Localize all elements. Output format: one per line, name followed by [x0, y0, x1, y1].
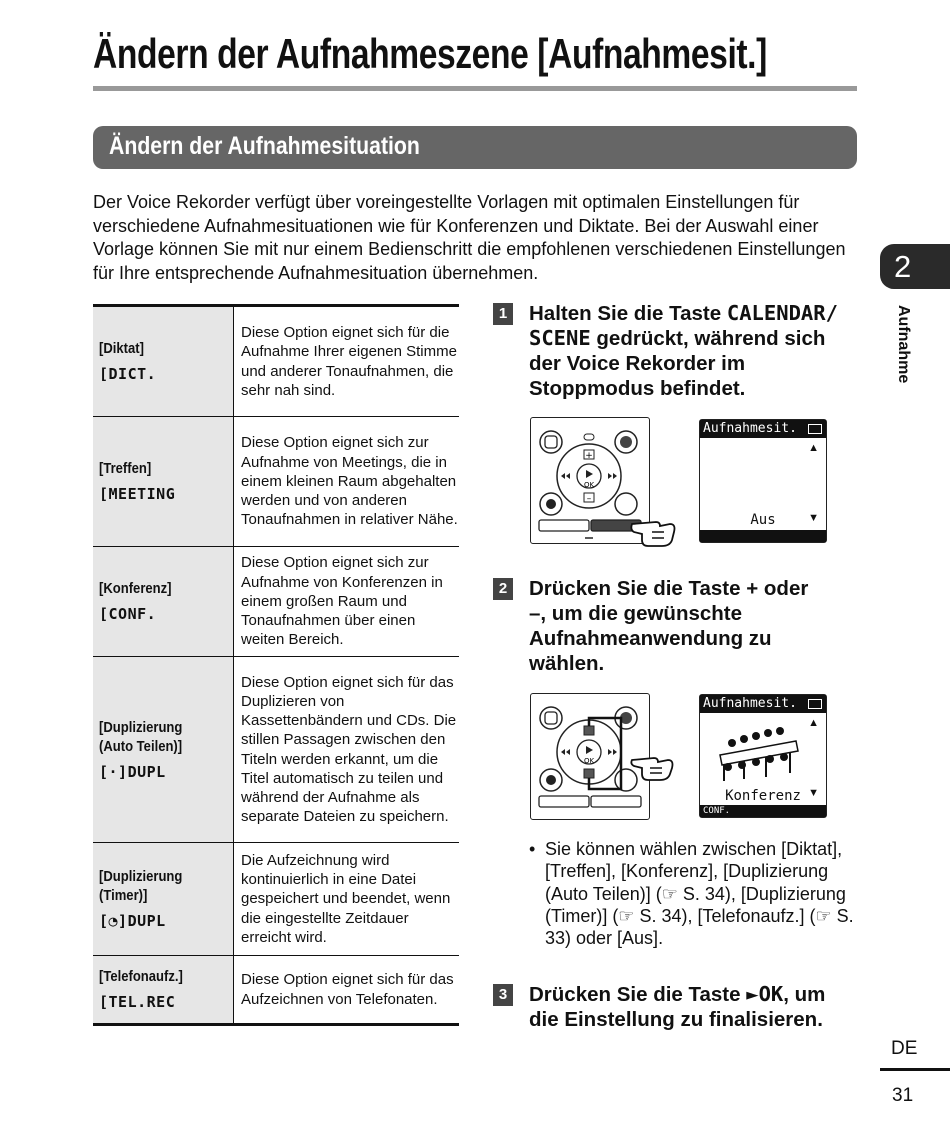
- option-description: Diese Option eignet sich für die Aufnahme Ihrer eigenen Stimme und anderer Tonaufnahmen, die sehr nah sind.: [234, 306, 460, 417]
- bullet-note: [529, 838, 859, 949]
- minus-label: –: [586, 494, 592, 504]
- language-label: DE: [891, 1038, 918, 1059]
- lcd-scene-label: CONF.: [703, 806, 731, 816]
- battery-icon: [808, 424, 822, 434]
- scroll-up-icon: ▲: [808, 717, 819, 729]
- lcd-value: Konferenz: [725, 788, 801, 804]
- page-number: 31: [892, 1085, 914, 1106]
- table-row: [93, 956, 459, 1025]
- option-description: Diese Option eignet sich für das Aufzeichnen von Telefonaten.: [241, 971, 454, 1008]
- lcd-header: Aufnahmesit.: [700, 420, 826, 438]
- ok-label: OK: [583, 757, 595, 765]
- option-name: [Duplizierung (Auto Teilen)]: [99, 719, 183, 755]
- table-row: [93, 547, 459, 657]
- lcd-footer: [700, 530, 826, 542]
- step-number: 1: [493, 303, 513, 325]
- key-label: CALENDAR/ SCENE: [529, 301, 838, 350]
- page-title: Ändern der Aufnahmeszene [Aufnahmesit.]: [93, 30, 767, 77]
- lcd-footer: [700, 805, 826, 817]
- footer-rule: [880, 1068, 950, 1071]
- plus-label: +: [585, 451, 593, 461]
- section-header: [93, 126, 857, 169]
- option-name: [Diktat]: [99, 341, 144, 357]
- option-description: Diese Option eignet sich zur Aufnahme von Konferenzen in einem großen Raum und Tonaufnahmen über einen weiten Bereich.: [234, 547, 460, 657]
- scene-duplicate-auto-icon: [·]DUPL: [99, 762, 166, 781]
- battery-icon: [808, 699, 822, 709]
- table-row: [93, 306, 459, 417]
- table-row: [93, 843, 459, 956]
- scroll-down-icon: ▼: [808, 512, 819, 524]
- option-name-cell: [93, 306, 234, 417]
- chapter-label: Aufnahme: [895, 305, 912, 384]
- option-name: [Konferenz]: [99, 581, 172, 597]
- scene-options-table: [93, 304, 459, 1026]
- pressing-finger-icon: [630, 748, 678, 782]
- ok-label: OK: [583, 481, 595, 489]
- scroll-down-icon: ▼: [808, 787, 819, 799]
- option-name: [Duplizierung (Timer)]: [99, 869, 183, 904]
- option-name-cell: [93, 417, 234, 547]
- option-name-cell: [93, 956, 234, 1025]
- step-number: 3: [493, 984, 513, 1006]
- option-name-cell: [93, 657, 234, 843]
- section-title: Ändern der Aufnahmesituation: [109, 132, 420, 160]
- pressing-finger-icon: [630, 510, 678, 550]
- option-name-cell: [93, 843, 234, 956]
- option-name: [Telefonaufz.]: [99, 969, 183, 985]
- title-rule: [93, 86, 857, 91]
- option-name: [Treffen]: [99, 461, 152, 477]
- lcd-value: Aus: [750, 512, 776, 528]
- chapter-tab[interactable]: 2: [880, 244, 950, 289]
- option-description: Diese Option eignet sich für das Duplizieren von Kassettenbändern und CDs. Die stillen Passagen zwischen den Titeln werden erkannt, um die Titel automatisch zu teilen und während der Aufnahme als separate Dateien zu speichern.: [234, 657, 460, 843]
- scroll-up-icon: ▲: [808, 442, 819, 454]
- lcd-screen-aus: [699, 419, 827, 543]
- conference-scene-icon: [714, 721, 802, 783]
- scene-dict-icon: [DICT.: [99, 365, 157, 383]
- step-text: Halten Sie die Taste CALENDAR/ SCENE gedrückt, während sich der Voice Rekorder im Stoppmodus befindet.: [529, 301, 838, 400]
- table-row: [93, 417, 459, 547]
- option-name-cell: [93, 547, 234, 657]
- step-text: Drücken Sie die Taste + oder –, um die gewünschte Aufnahmeanwendung zu wählen.: [529, 577, 809, 675]
- scene-telephone-icon: [TEL.REC: [99, 993, 176, 1011]
- lcd-screen-konferenz: [699, 694, 827, 818]
- option-description: Die Aufzeichnung wird kontinuierlich in eine Datei gespeichert und beendet, wenn die eingestellte Zeitdauer erreicht wird.: [234, 843, 460, 956]
- scene-conference-icon: [CONF.: [99, 605, 157, 623]
- bullet-icon: •: [529, 839, 536, 859]
- option-description: Diese Option eignet sich zur Aufnahme von Meetings, die in einem kleinen Raum abgehalten werden und von anderen Tonaufnahmen in relativer Nähe.: [234, 417, 460, 547]
- scene-meeting-icon: [MEETING: [99, 485, 176, 503]
- key-label: ►OK: [746, 982, 784, 1006]
- table-row: [93, 657, 459, 843]
- lcd-header: Aufnahmesit.: [700, 695, 826, 713]
- bullet-text: Sie können wählen zwischen [Diktat], [Treffen], [Konferenz], [Duplizierung (Auto Teilen)] (☞ S. 34), [Duplizierung (Timer)] (☞ S. 34), [Telefonaufz.] (☞ S. 33) oder [Aus].: [545, 839, 854, 949]
- step-number: 2: [493, 578, 513, 600]
- step-text: Drücken Sie die Taste ►OK, um die Einstellung zu finalisieren.: [529, 982, 826, 1031]
- scene-duplicate-timer-icon: [◔]DUPL: [99, 912, 166, 930]
- intro-paragraph: Der Voice Rekorder verfügt über voreingestellte Vorlagen mit optimalen Einstellungen für verschiedene Aufnahmesituationen wie für Konferenzen und Diktate. Bei der Auswahl einer Vorlage können Sie mit nur einem Bedienschritt die empfohlenen verschiedenen Einstellungen für Ihre entsprechende Aufnahmesituation übernehmen.: [93, 192, 846, 283]
